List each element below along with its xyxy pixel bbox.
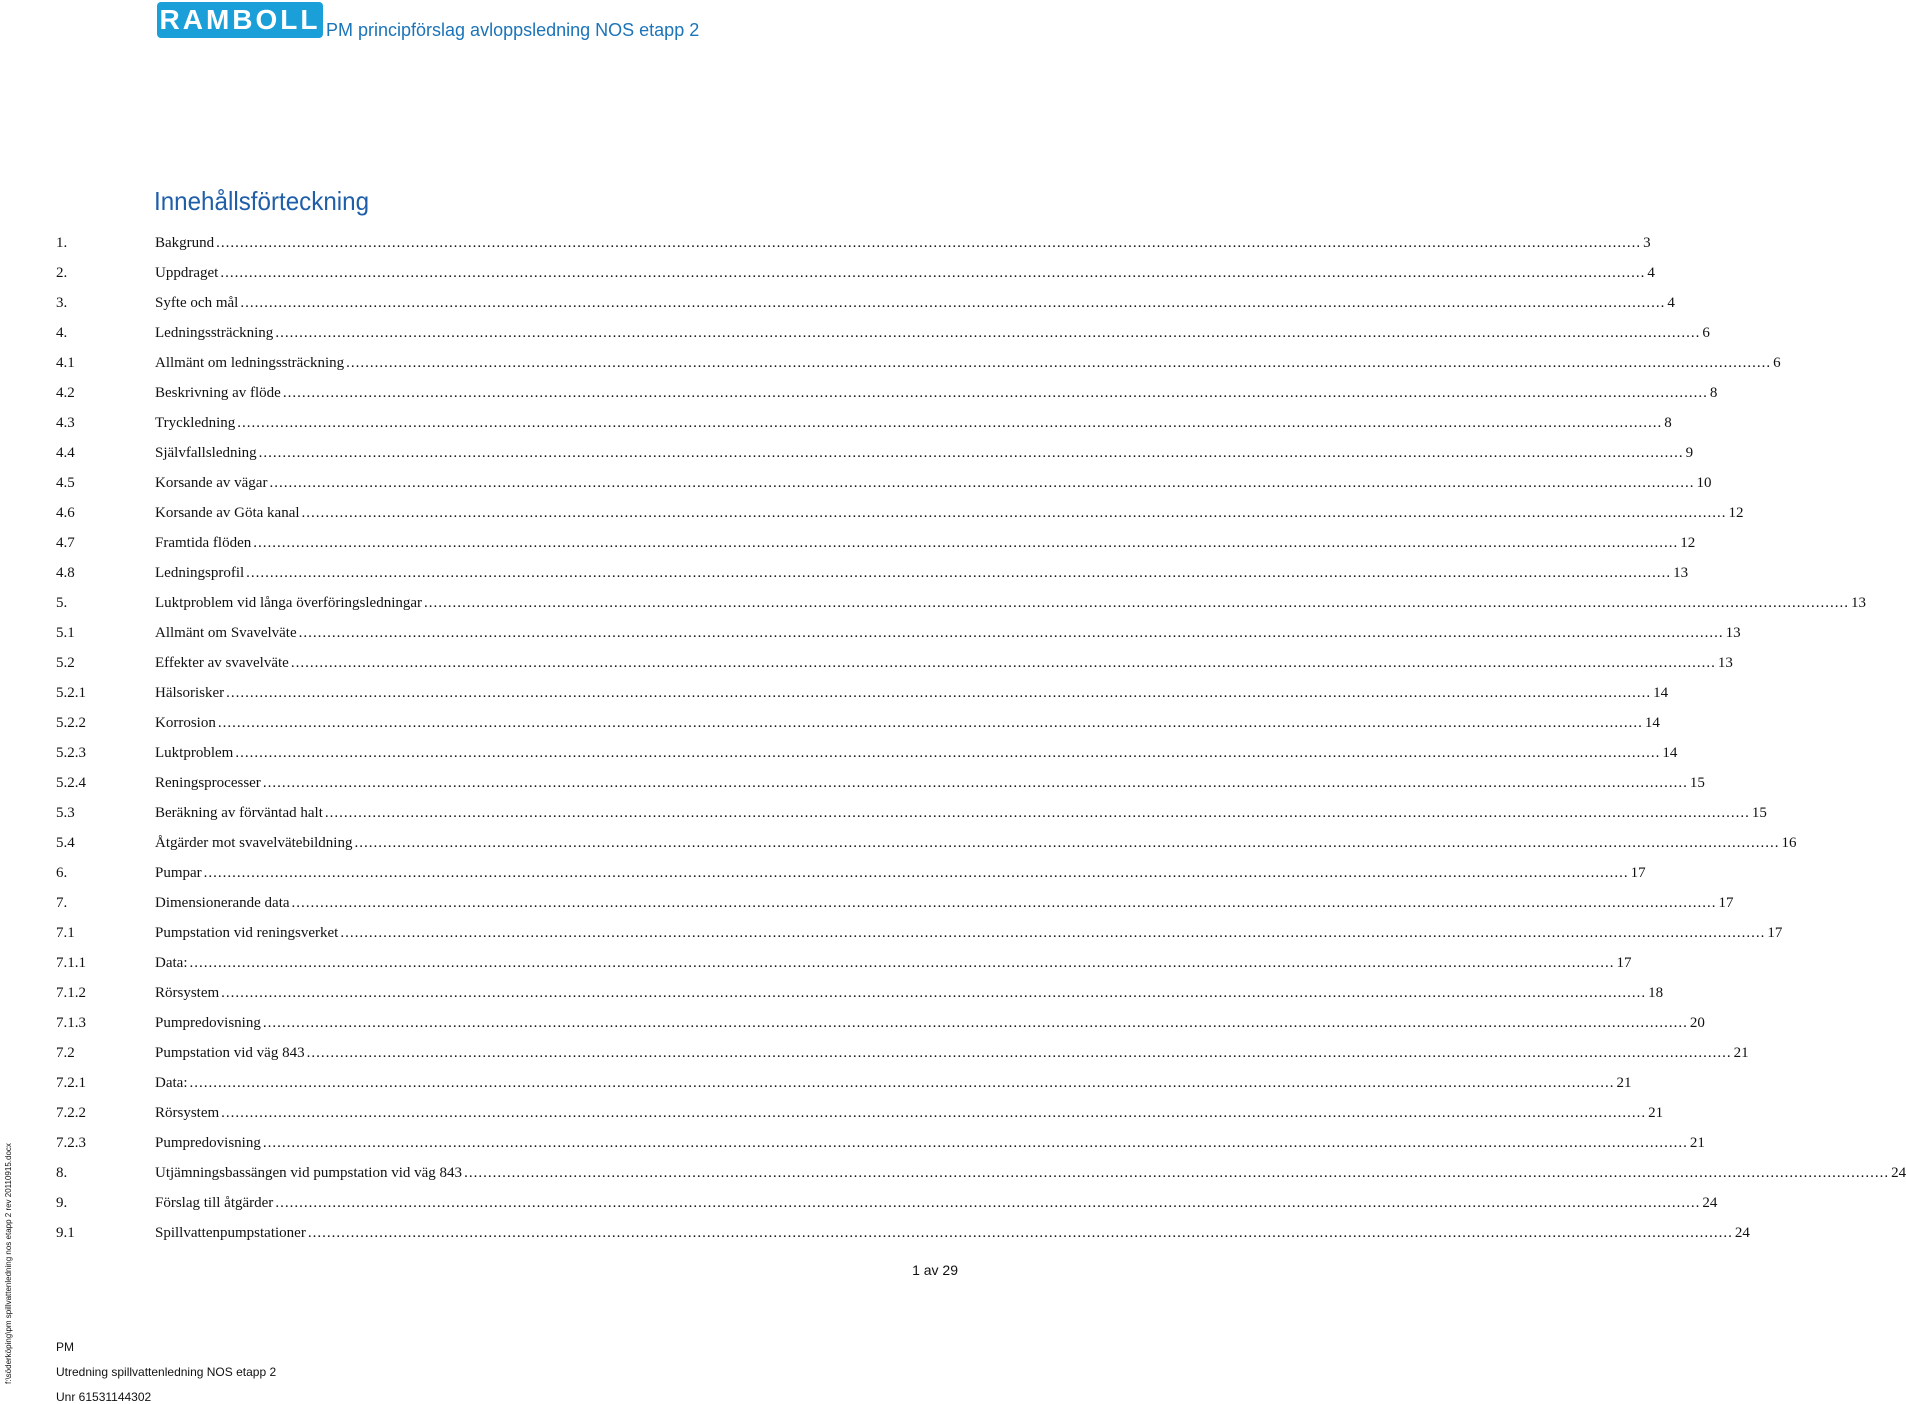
toc-entry[interactable] (56, 858, 1646, 888)
toc-entry-title: Allmänt om Svavelväte (155, 624, 297, 641)
toc-dot-leader: ............................................................................................................................................................................................................................................................................................................ (189, 1074, 1615, 1091)
toc-dot-leader: ............................................................................................................................................................................................................................................................................................................ (282, 384, 1708, 401)
toc-entry[interactable] (56, 408, 1672, 438)
toc-entry-number: 7.2 (56, 1044, 75, 1061)
document-title: PM principförslag avloppsledning NOS etapp 2 (326, 20, 700, 40)
toc-entry-title: Självfallsledning (155, 444, 257, 461)
toc-entry-number: 9.1 (56, 1224, 75, 1241)
toc-entry-number: 6. (56, 864, 68, 881)
toc-dot-leader: ............................................................................................................................................................................................................................................................................................................ (203, 864, 1629, 881)
toc-entry-number: 5.3 (56, 804, 75, 821)
toc-dot-leader: ............................................................................................................................................................................................................................................................................................................ (324, 804, 1750, 821)
toc-entry[interactable] (56, 258, 1655, 288)
toc-entry-page: 13 (1673, 564, 1689, 581)
toc-entry-title: Beskrivning av flöde (155, 384, 281, 401)
toc-entry-title: Utjämningsbassängen vid pumpstation vid väg 843 (155, 1164, 463, 1181)
toc-entry-page: 20 (1689, 1014, 1705, 1031)
toc-dot-leader: ............................................................................................................................................................................................................................................................................................................ (262, 774, 1688, 791)
toc-entry-title: Luktproblem vid långa överföringsledningar (155, 594, 423, 611)
toc-entry-title: Ledningssträckning (155, 324, 274, 341)
toc-entry[interactable] (56, 588, 1867, 618)
toc-entry-number: 4.2 (56, 384, 75, 401)
toc-entry-title: Korrosion (155, 714, 216, 731)
toc-entry-number: 4.5 (56, 474, 75, 491)
toc-entry-title: Luktproblem (155, 744, 234, 761)
toc-entry[interactable] (56, 798, 1767, 828)
toc-entry[interactable] (56, 1038, 1749, 1068)
toc-entry-number: 4.4 (56, 444, 75, 461)
toc-entry-page: 17 (1718, 894, 1734, 911)
toc-entry-title: Reningsprocesser (155, 774, 261, 791)
footer-doc-type: PM (56, 1340, 74, 1354)
toc-entry-number: 5.2.3 (56, 744, 86, 761)
toc-dot-leader: ............................................................................................................................................................................................................................................................................................................ (189, 954, 1615, 971)
toc-entry-page: 15 (1689, 774, 1705, 791)
toc-entry-page: 16 (1781, 834, 1797, 851)
toc-entry[interactable] (56, 348, 1781, 378)
toc-entry-title: Åtgärder mot svavelvätebildning (155, 834, 353, 851)
toc-dot-leader: ............................................................................................................................................................................................................................................................................................................ (221, 1104, 1647, 1121)
toc-entry-title: Korsande av Göta kanal (155, 504, 300, 521)
toc-entry-page: 21 (1648, 1104, 1664, 1121)
toc-entry-title: Syfte och mål (155, 294, 239, 311)
toc-entry-number: 5.2 (56, 654, 75, 671)
toc-entry[interactable] (56, 1008, 1705, 1038)
toc-entry-number: 8. (56, 1164, 68, 1181)
toc-entry-number: 1. (56, 234, 68, 251)
footer-unr: Unr 61531144302 (56, 1390, 152, 1404)
toc-dot-leader: ............................................................................................................................................................................................................................................................................................................ (226, 684, 1652, 701)
toc-entry-title: Rörsystem (155, 984, 220, 1001)
toc-entry-title: Korsande av vägar (155, 474, 268, 491)
toc-dot-leader: ............................................................................................................................................................................................................................................................................................................ (258, 444, 1684, 461)
toc-dot-leader: ............................................................................................................................................................................................................................................................................................................ (217, 714, 1643, 731)
toc-entry-page: 21 (1733, 1044, 1749, 1061)
toc-dot-leader: ............................................................................................................................................................................................................................................................................................................ (340, 924, 1766, 941)
toc-entry-number: 7.1.2 (56, 984, 86, 1001)
toc-dot-leader: ............................................................................................................................................................................................................................................................................................................ (424, 594, 1850, 611)
toc-dot-leader: ............................................................................................................................................................................................................................................................................................................ (346, 354, 1772, 371)
toc-dot-leader: ............................................................................................................................................................................................................................................................................................................ (216, 234, 1642, 251)
toc-entry-number: 3. (56, 294, 68, 311)
toc-entry[interactable] (56, 918, 1783, 948)
toc-entry-page: 21 (1616, 1074, 1632, 1091)
toc-entry[interactable] (56, 978, 1664, 1008)
toc-entry-page: 10 (1696, 474, 1712, 491)
toc-entry-title: Effekter av svavelväte (155, 654, 289, 671)
toc-entry-number: 4.3 (56, 414, 75, 431)
toc-entry[interactable] (56, 1068, 1632, 1098)
ramboll-logo: RAMBOLL (157, 2, 323, 38)
toc-entry-page: 12 (1728, 504, 1744, 521)
toc-entry[interactable] (56, 768, 1705, 798)
toc-entry[interactable] (56, 378, 1718, 408)
toc-dot-leader: ............................................................................................................................................................................................................................................................................................................ (262, 1134, 1688, 1151)
toc-dot-leader: ............................................................................................................................................................................................................................................................................................................ (291, 894, 1717, 911)
toc-entry-page: 13 (1717, 654, 1733, 671)
toc-entry[interactable] (56, 708, 1660, 738)
toc-entry[interactable] (56, 738, 1678, 768)
toc-dot-leader: ............................................................................................................................................................................................................................................................................................................ (220, 264, 1646, 281)
toc-entry-title: Spillvattenpumpstationer (155, 1224, 306, 1241)
toc-entry[interactable] (56, 828, 1797, 858)
toc-entry-number: 7.2.1 (56, 1074, 86, 1091)
toc-entry-page: 14 (1653, 684, 1669, 701)
toc-dot-leader: ............................................................................................................................................................................................................................................................................................................ (290, 654, 1716, 671)
toc-dot-leader: ............................................................................................................................................................................................................................................................................................................ (354, 834, 1780, 851)
toc-entry-number: 2. (56, 264, 68, 281)
toc-entry[interactable] (56, 468, 1712, 498)
toc-entry-number: 4.6 (56, 504, 75, 521)
toc-entry-page: 13 (1725, 624, 1741, 641)
toc-entry-number: 4.1 (56, 354, 75, 371)
toc-entry-page: 17 (1630, 864, 1646, 881)
toc-entry-page: 24 (1891, 1164, 1906, 1181)
toc-entry-number: 7.1 (56, 924, 75, 941)
toc-entry-page: 4 (1667, 294, 1675, 311)
toc-dot-leader: ............................................................................................................................................................................................................................................................................................................ (275, 324, 1701, 341)
toc-entry-title: Pumpar (155, 864, 202, 881)
toc-entry-page: 24 (1734, 1224, 1750, 1241)
toc-dot-leader: ............................................................................................................................................................................................................................................................................................................ (306, 1044, 1732, 1061)
toc-entry-title: Förslag till åtgärder (155, 1194, 274, 1211)
toc-entry-title: Dimensionerande data (155, 894, 290, 911)
toc-entry[interactable] (56, 1188, 1718, 1218)
toc-entry-number: 5.1 (56, 624, 75, 641)
toc-entry[interactable] (56, 618, 1741, 648)
toc-entry-page: 8 (1664, 414, 1672, 431)
toc-entry-page: 14 (1644, 714, 1660, 731)
toc-entry-page: 21 (1689, 1134, 1705, 1151)
toc-entry-number: 5.4 (56, 834, 75, 851)
toc-dot-leader: ............................................................................................................................................................................................................................................................................................................ (237, 414, 1663, 431)
toc-dot-leader: ............................................................................................................................................................................................................................................................................................................ (464, 1164, 1890, 1181)
toc-entry-number: 7.1.3 (56, 1014, 86, 1031)
toc-entry-page: 6 (1773, 354, 1781, 371)
footer-description: Utredning spillvattenledning NOS etapp 2 (56, 1365, 277, 1379)
toc-entry-number: 9. (56, 1194, 68, 1211)
toc-entry-number: 5.2.4 (56, 774, 86, 791)
toc-entry-page: 4 (1647, 264, 1655, 281)
toc-entry-page: 14 (1662, 744, 1678, 761)
toc-entry-title: Tryckledning (155, 414, 236, 431)
toc-entry[interactable] (56, 1098, 1664, 1128)
toc-entry[interactable] (56, 678, 1669, 708)
toc-dot-leader: ............................................................................................................................................................................................................................................................................................................ (262, 1014, 1688, 1031)
toc-dot-leader: ............................................................................................................................................................................................................................................................................................................ (301, 504, 1727, 521)
toc-entry[interactable] (56, 888, 1734, 918)
toc-entry-page: 3 (1643, 234, 1651, 251)
toc-entry[interactable] (56, 288, 1675, 318)
toc-entry-number: 4. (56, 324, 68, 341)
toc-entry[interactable] (56, 1218, 1750, 1248)
toc-entry-number: 4.8 (56, 564, 75, 581)
toc-dot-leader: ............................................................................................................................................................................................................................................................................................................ (240, 294, 1666, 311)
toc-entry-page: 6 (1702, 324, 1710, 341)
toc-entry-number: 7. (56, 894, 68, 911)
toc-entry-title: Data: (155, 954, 188, 971)
toc-dot-leader: ............................................................................................................................................................................................................................................................................................................ (275, 1194, 1701, 1211)
toc-entry-number: 5.2.1 (56, 684, 86, 701)
toc-entry-number: 4.7 (56, 534, 75, 551)
toc-entry-number: 5.2.2 (56, 714, 86, 731)
toc-entry[interactable] (56, 228, 1651, 258)
toc-dot-leader: ............................................................................................................................................................................................................................................................................................................ (253, 534, 1679, 551)
file-path-text: f:\söderköping\pm spillvattenledning nos etapp 2 rev 20110915.docx (4, 1143, 13, 1384)
toc-entry-page: 9 (1685, 444, 1694, 461)
toc-entry-title: Ledningsprofil (155, 564, 245, 581)
page-count: 1 av 29 (912, 1262, 958, 1278)
toc-dot-leader: ............................................................................................................................................................................................................................................................................................................ (269, 474, 1695, 491)
toc-dot-leader: ............................................................................................................................................................................................................................................................................................................ (221, 984, 1647, 1001)
toc-entry[interactable] (56, 438, 1694, 468)
toc-entry-number: 5. (56, 594, 68, 611)
toc-dot-leader: ............................................................................................................................................................................................................................................................................................................ (307, 1224, 1733, 1241)
toc-entry-title: Pumpstation vid reningsverket (155, 924, 339, 941)
toc-dot-leader: ............................................................................................................................................................................................................................................................................................................ (235, 744, 1661, 761)
toc-entry-page: 24 (1702, 1194, 1718, 1211)
toc-dot-leader: ............................................................................................................................................................................................................................................................................................................ (246, 564, 1672, 581)
toc-entry-title: Rörsystem (155, 1104, 220, 1121)
toc-dot-leader: ............................................................................................................................................................................................................................................................................................................ (298, 624, 1724, 641)
toc-entry-title: Pumpredovisning (155, 1134, 261, 1151)
toc-entry-title: Data: (155, 1074, 188, 1091)
toc-entry[interactable] (56, 1158, 1906, 1188)
toc-entry-page: 8 (1709, 384, 1718, 401)
toc-entry-title: Bakgrund (155, 234, 215, 251)
file-path-margin (3, 1074, 17, 1384)
toc-entry-page: 12 (1680, 534, 1696, 551)
toc-entry[interactable] (56, 648, 1733, 678)
toc-entry-page: 13 (1851, 594, 1867, 611)
toc-entry-title: Hälsorisker (155, 684, 225, 701)
toc-entry[interactable] (56, 498, 1744, 528)
toc-entry-page: 18 (1648, 984, 1664, 1001)
toc-heading: Innehållsförteckning (154, 186, 370, 216)
toc-entry-page: 15 (1751, 804, 1767, 821)
toc-entry-page: 17 (1767, 924, 1783, 941)
toc-entry[interactable] (56, 528, 1696, 558)
toc-entry-title: Allmänt om ledningssträckning (155, 354, 345, 371)
toc-entry-number: 7.2.3 (56, 1134, 86, 1151)
toc-entry-number: 7.1.1 (56, 954, 86, 971)
toc-entry-title: Pumpstation vid väg 843 (155, 1044, 305, 1061)
toc-entry[interactable] (56, 1128, 1705, 1158)
toc-entry-page: 17 (1616, 954, 1632, 971)
toc-entry-title: Beräkning av förväntad halt (155, 804, 323, 821)
toc-entry-title: Pumpredovisning (155, 1014, 261, 1031)
toc-entry-title: Uppdraget (155, 264, 219, 281)
toc-entry[interactable] (56, 318, 1710, 348)
toc-entry[interactable] (56, 558, 1689, 588)
toc-entry-title: Framtida flöden (155, 534, 252, 551)
toc-entry[interactable] (56, 948, 1632, 978)
toc-entry-number: 7.2.2 (56, 1104, 86, 1121)
